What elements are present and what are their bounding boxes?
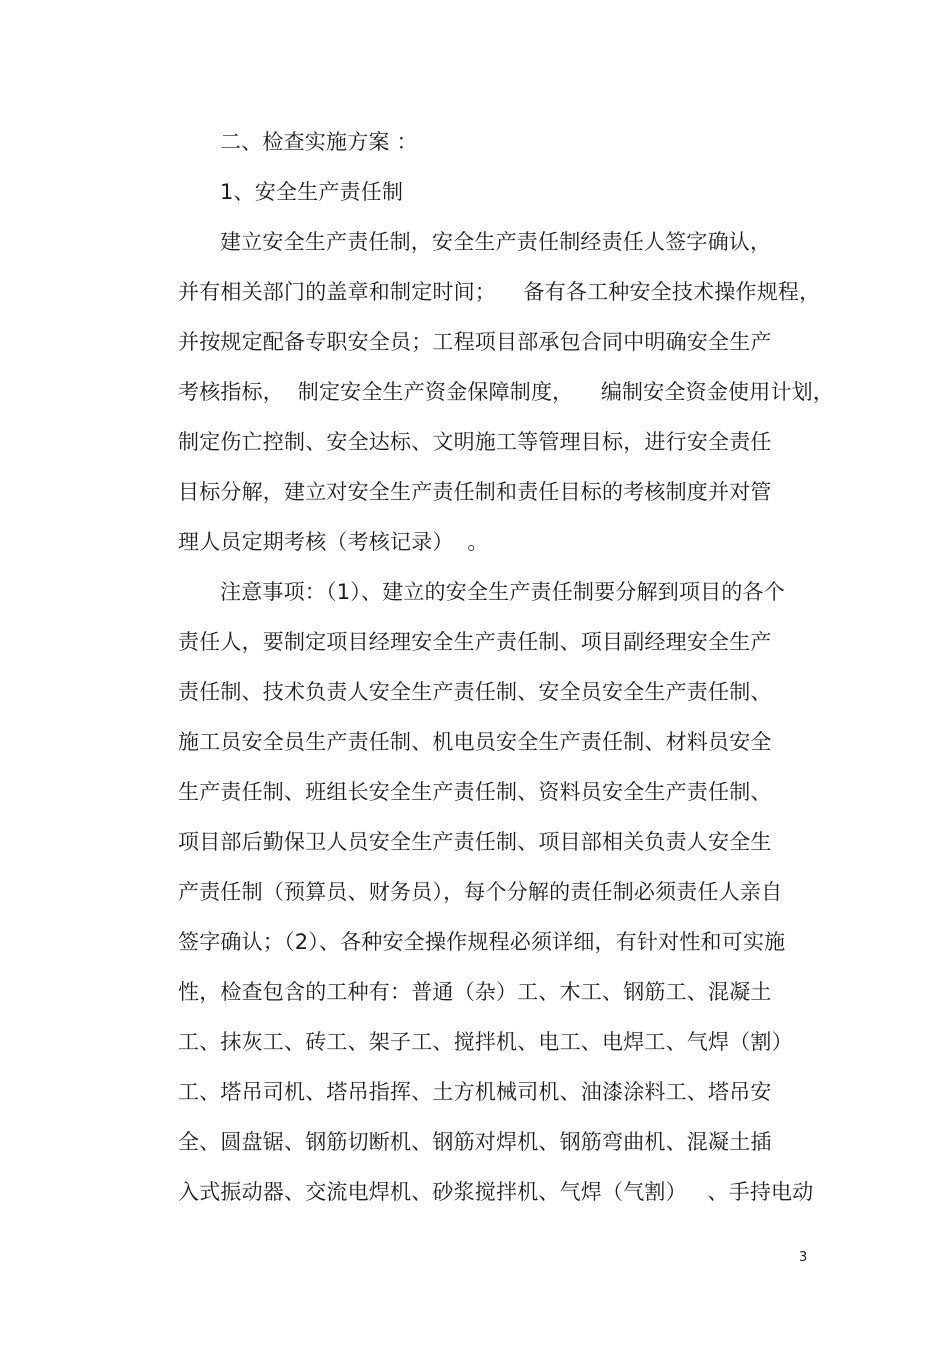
paragraph-line: 制定伤亡控制、安全达标、文明施工等管理目标，进行安全责任 (178, 430, 772, 454)
paragraph-line: 生产责任制、班组长安全生产责任制、资料员安全生产责任制、 (178, 780, 772, 804)
paragraph-line: 并有相关部门的盖章和制定时间； 备有各工种安全技术操作规程， (178, 280, 821, 304)
paragraph-line: 施工员安全员生产责任制、机电员安全生产责任制、材料员安全 (178, 730, 772, 754)
paragraph-line: 签字确认；（2）、各种安全操作规程必须详细，有针对性和可实施 (178, 930, 786, 954)
paragraph-line: 考核指标， 制定安全生产资金保障制度， 编制安全资金使用计划， (178, 380, 835, 404)
section-heading: 二、检查实施方案 ： (220, 130, 418, 154)
subsection-heading: 1、安全生产责任制 (220, 180, 404, 204)
paragraph-line: 性，检查包含的工种有：普通（杂）工、木工、钢筋工、混凝土 (178, 980, 772, 1004)
paragraph-line: 入式振动器、交流电焊机、砂浆搅拌机、气焊（气割） 、手持电动 (178, 1180, 814, 1204)
paragraph-line: 并按规定配备专职安全员；工程项目部承包合同中明确安全生产 (178, 330, 772, 354)
paragraph-line: 项目部后勤保卫人员安全生产责任制、项目部相关负责人安全生 (178, 830, 772, 854)
page-number: 3 (799, 1250, 808, 1265)
paragraph-line: 建立安全生产责任制，安全生产责任制经责任人签字确认， (220, 230, 772, 254)
paragraph-line: 理人员定期考核（考核记录） 。 (178, 530, 489, 554)
paragraph-line: 责任人，要制定项目经理安全生产责任制、项目副经理安全生产 (178, 630, 772, 654)
paragraph-line: 工、塔吊司机、塔吊指挥、土方机械司机、油漆涂料工、塔吊安 (178, 1080, 772, 1104)
paragraph-line: 注意事项：（1）、建立的安全生产责任制要分解到项目的各个 (220, 580, 785, 604)
paragraph-line: 全、圆盘锯、钢筋切断机、钢筋对焊机、钢筋弯曲机、混凝土插 (178, 1130, 772, 1154)
paragraph-line: 产责任制（预算员、财务员），每个分解的责任制必须责任人亲自 (178, 880, 783, 904)
paragraph-line: 工、抹灰工、砖工、架子工、搅拌机、电工、电焊工、气焊（割） (178, 1030, 793, 1054)
paragraph-line: 责任制、技术负责人安全生产责任制、安全员安全生产责任制、 (178, 680, 772, 704)
paragraph-line: 目标分解，建立对安全生产责任制和责任目标的考核制度并对管 (178, 480, 772, 504)
